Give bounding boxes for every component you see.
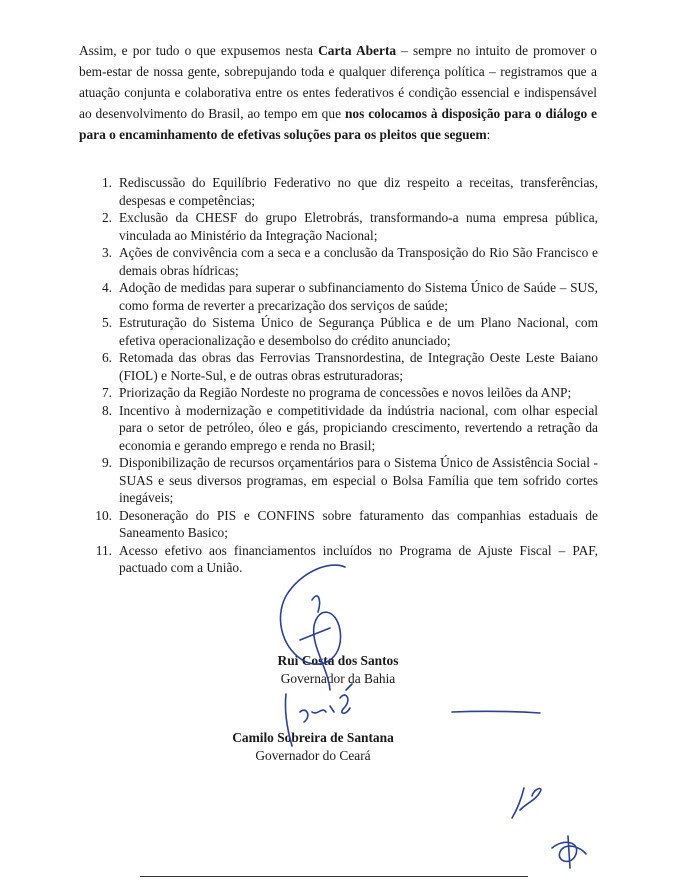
list-item: [76, 174, 598, 209]
signature-block-ceara: [163, 729, 463, 765]
list-item: [76, 349, 598, 384]
item-number: 1.: [101, 175, 112, 190]
demands-list: [76, 174, 598, 577]
item-text: Adoção de medidas para superar o subfinanciamento do Sistema Único de Saúde – SUS, como forma de reverter a precarização dos serviços de saúde;: [119, 280, 598, 313]
item-text: Acesso efetivo aos financiamentos incluídos no Programa de Ajuste Fiscal – PAF, pactuado com a União.: [119, 542, 598, 575]
item-number: 10.: [95, 507, 112, 523]
signature-line-stroke: [452, 711, 540, 713]
item-number: 9.: [101, 455, 112, 470]
item-text: Estruturação do Sistema Único de Segurança Pública e de um Plano Nacional, com efetiva operacionalização e desembolso do crédito anunciado;: [119, 315, 598, 348]
signature-block-bahia: [188, 652, 488, 688]
signatory-title: Governador do Ceará: [255, 748, 371, 763]
item-text: Exclusão da CHESF do grupo Eletrobrás, transformando-a numa empresa pública, vinculada ao Ministério da Integração Nacional;: [119, 210, 598, 243]
initials-mark: [512, 788, 541, 818]
list-item: [76, 402, 598, 455]
item-number: 5.: [101, 315, 112, 330]
item-number: 8.: [101, 402, 112, 418]
item-number: 2.: [101, 210, 112, 225]
intro-bold-carta-aberta: Carta Aberta: [318, 43, 397, 58]
item-number: 3.: [101, 245, 112, 260]
intro-paragraph: [79, 40, 597, 145]
list-item: [76, 507, 598, 542]
list-item: [76, 314, 598, 349]
item-number: 7.: [101, 385, 112, 400]
item-number: 6.: [101, 350, 112, 365]
item-text: Incentivo à modernização e competitividade da indústria nacional, com olhar especial para o setor de petróleo, óleo e gás, propiciando crescimento, revertendo a retração da economia e gerando emprego e renda no Brasil;: [119, 402, 598, 453]
intro-part-3: :: [486, 127, 491, 142]
item-text: Disponibilização de recursos orçamentários para o Sistema Único de Assistência Social - SUAS e seus diversos programas, em especial o Bolsa Família que tem sofrido cortes inegáveis;: [119, 455, 598, 505]
list-item: [76, 279, 598, 314]
intro-part-1: Assim, e por tudo o que expusemos nesta: [79, 43, 319, 58]
intro-bold-disposicao: nos colocamos à disposição para o diálogo e para o encaminhamento de efetivas soluções para os pleitos que seguem: [79, 106, 597, 142]
list-item: [76, 244, 598, 279]
item-text: Rediscussão do Equilíbrio Federativo no que diz respeito a receitas, transferências, despesas e competências;: [119, 175, 598, 208]
item-text: Ações de convivência com a seca e a conclusão da Transposição do Rio São Francisco e demais obras hídricas;: [119, 245, 598, 278]
list-item: [76, 542, 598, 577]
item-text: Retomada das obras das Ferrovias Transnordestina, de Integração Oeste Leste Baiano (FIOL) e Norte-Sul, e de outras obras estruturadoras;: [119, 350, 598, 383]
list-item: [76, 384, 598, 402]
signatory-name: Camilo Sobreira de Santana: [232, 730, 394, 745]
signatory-title: Governador da Bahia: [280, 671, 396, 686]
intro-part-2: – sempre no intuito de promover o bem-estar de nossa gente, sobrepujando toda e qualquer diferença política – registramos que a atuação conjunta e colaborativa entre os entes federativos é condição essencial e indispensável ao desenvolvimento do Brasil, ao tempo em que: [79, 43, 597, 121]
signatory-name: Rui Costa dos Santos: [277, 653, 399, 668]
list-item: [76, 454, 598, 507]
item-number: 11.: [95, 542, 112, 558]
item-number: 4.: [101, 280, 112, 295]
initials-mark-lower: [552, 836, 586, 868]
item-text: Desoneração do PIS e CONFINS sobre faturamento das companhias estaduais de Saneamento Basico;: [119, 507, 598, 540]
item-text: Priorização da Região Nordeste no programa de concessões e novos leilões da ANP;: [119, 385, 572, 400]
bottom-divider: [140, 876, 528, 877]
list-item: [76, 209, 598, 244]
